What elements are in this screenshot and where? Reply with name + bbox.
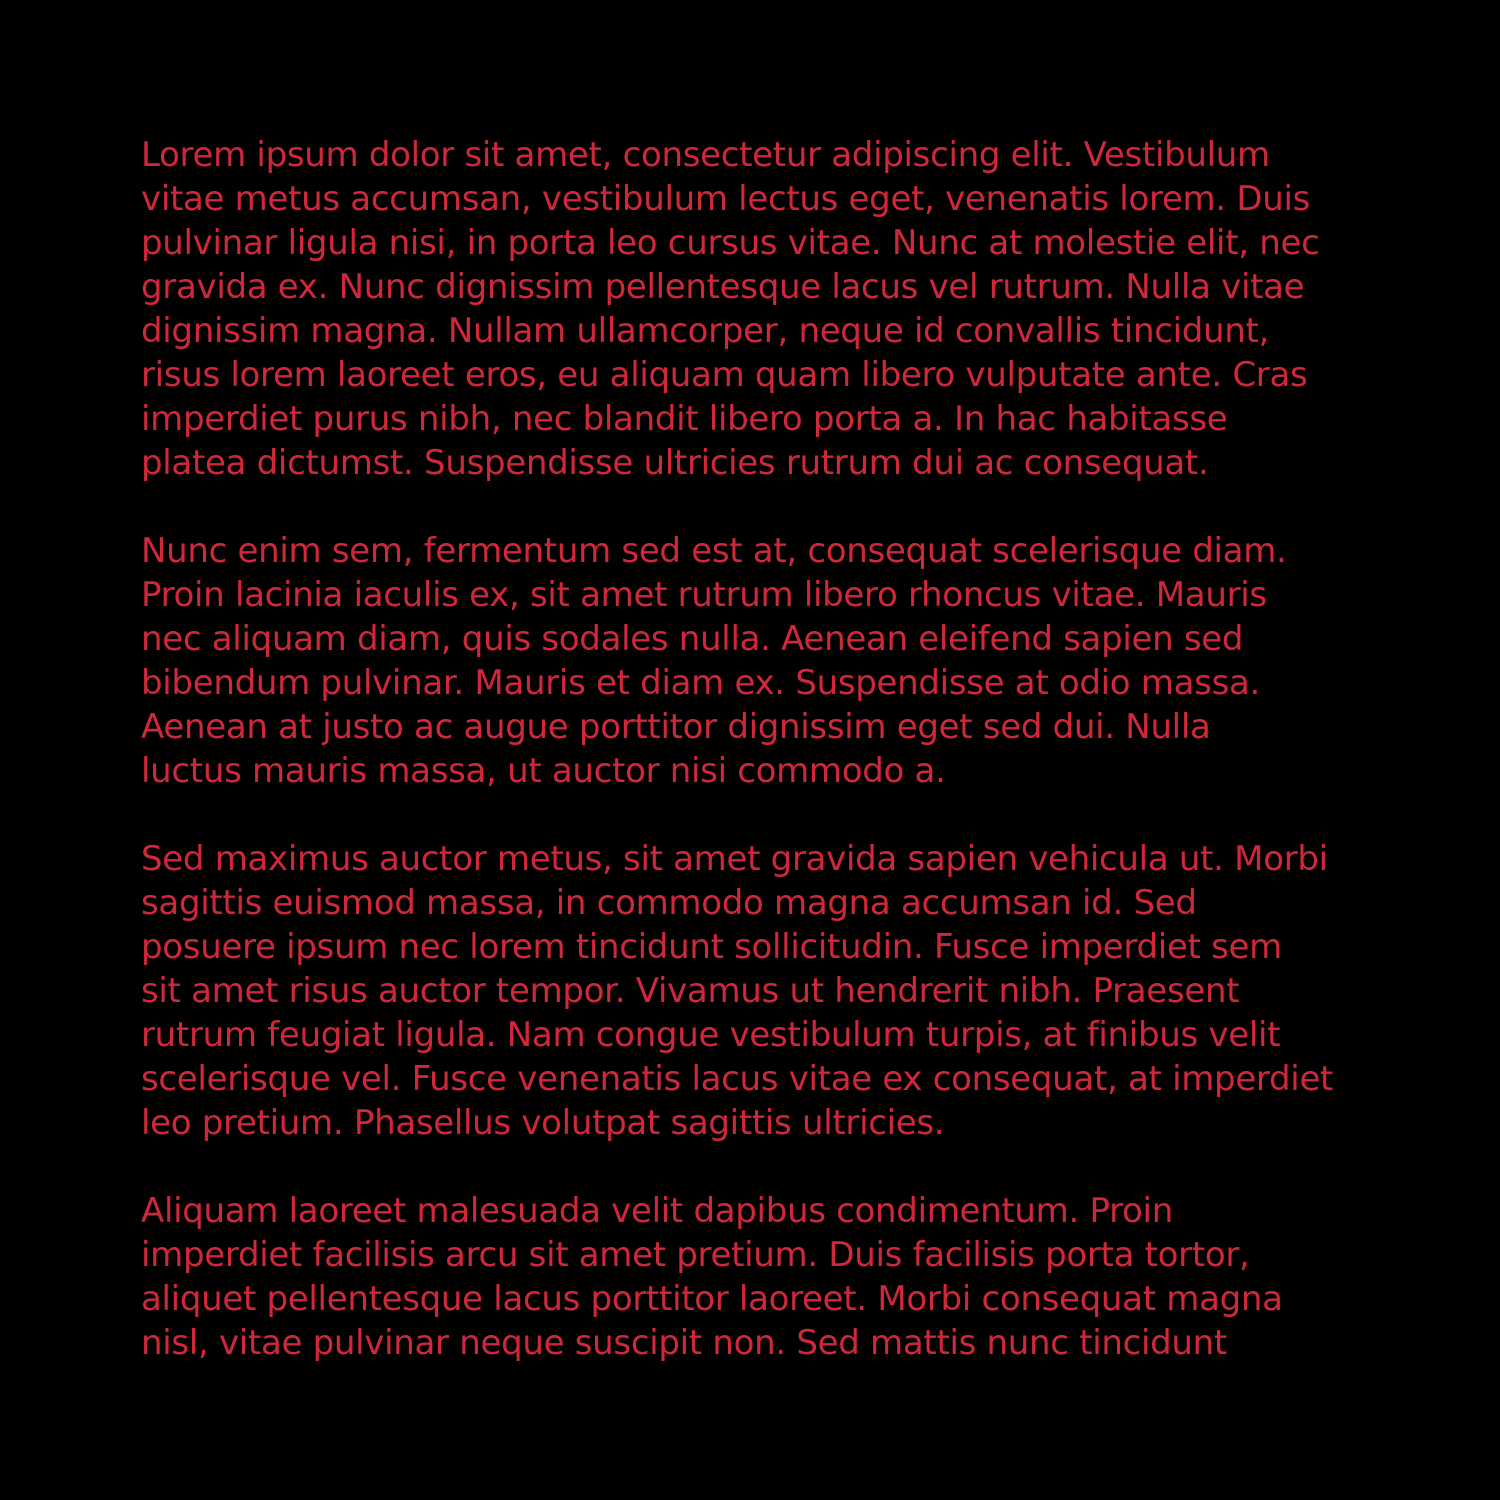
text-line: bibendum pulvinar. Mauris et diam ex. Suspendisse at odio massa. [141, 663, 1261, 703]
text-line: sagittis euismod massa, in commodo magna accumsan id. Sed [141, 883, 1197, 923]
text-line: sit amet risus auctor tempor. Vivamus ut hendrerit nibh. Praesent [141, 971, 1240, 1011]
paragraph-1 [141, 133, 1381, 485]
text-line: posuere ipsum nec lorem tincidunt sollicitudin. Fusce imperdiet sem [141, 927, 1282, 967]
text-line: nisl, vitae pulvinar neque suscipit non. Sed mattis nunc tincidunt [141, 1323, 1227, 1363]
paragraph-2 [141, 529, 1381, 793]
text-line: nec aliquam diam, quis sodales nulla. Aenean eleifend sapien sed [141, 619, 1244, 659]
text-line: scelerisque vel. Fusce venenatis lacus vitae ex consequat, at imperdiet [141, 1059, 1334, 1099]
text-line: Proin lacinia iaculis ex, sit amet rutrum libero rhoncus vitae. Mauris [141, 575, 1267, 615]
text-line: imperdiet facilisis arcu sit amet pretium. Duis facilisis porta tortor, [141, 1235, 1250, 1275]
paragraph-spacer [141, 485, 1381, 529]
paragraph-4 [141, 1189, 1381, 1365]
paragraph-spacer [141, 793, 1381, 837]
text-line: imperdiet purus nibh, nec blandit libero porta a. In hac habitasse [141, 399, 1228, 439]
text-line: risus lorem laoreet eros, eu aliquam quam libero vulputate ante. Cras [141, 355, 1308, 395]
text-line: aliquet pellentesque lacus porttitor laoreet. Morbi consequat magna [141, 1279, 1283, 1319]
text-line: gravida ex. Nunc dignissim pellentesque lacus vel rutrum. Nulla vitae [141, 267, 1305, 307]
paragraph-3 [141, 837, 1381, 1145]
paragraph-spacer [141, 1145, 1381, 1189]
text-line: Aenean at justo ac augue porttitor dignissim eget sed dui. Nulla [141, 707, 1211, 747]
text-line: leo pretium. Phasellus volutpat sagittis ultricies. [141, 1103, 945, 1143]
text-line: Aliquam laoreet malesuada velit dapibus condimentum. Proin [141, 1191, 1173, 1231]
text-line: Lorem ipsum dolor sit amet, consectetur adipiscing elit. Vestibulum [141, 135, 1270, 175]
text-line: Sed maximus auctor metus, sit amet gravida sapien vehicula ut. Morbi [141, 839, 1328, 879]
text-line: pulvinar ligula nisi, in porta leo cursus vitae. Nunc at molestie elit, nec [141, 223, 1320, 263]
text-line: vitae metus accumsan, vestibulum lectus eget, venenatis lorem. Duis [141, 179, 1311, 219]
text-line: Nunc enim sem, fermentum sed est at, consequat scelerisque diam. [141, 531, 1287, 571]
text-line: luctus mauris massa, ut auctor nisi commodo a. [141, 751, 946, 791]
text-line: dignissim magna. Nullam ullamcorper, neque id convallis tincidunt, [141, 311, 1270, 351]
body-text [141, 133, 1381, 1365]
text-line: rutrum feugiat ligula. Nam congue vestibulum turpis, at finibus velit [141, 1015, 1281, 1055]
text-line: platea dictumst. Suspendisse ultricies rutrum dui ac consequat. [141, 443, 1209, 483]
